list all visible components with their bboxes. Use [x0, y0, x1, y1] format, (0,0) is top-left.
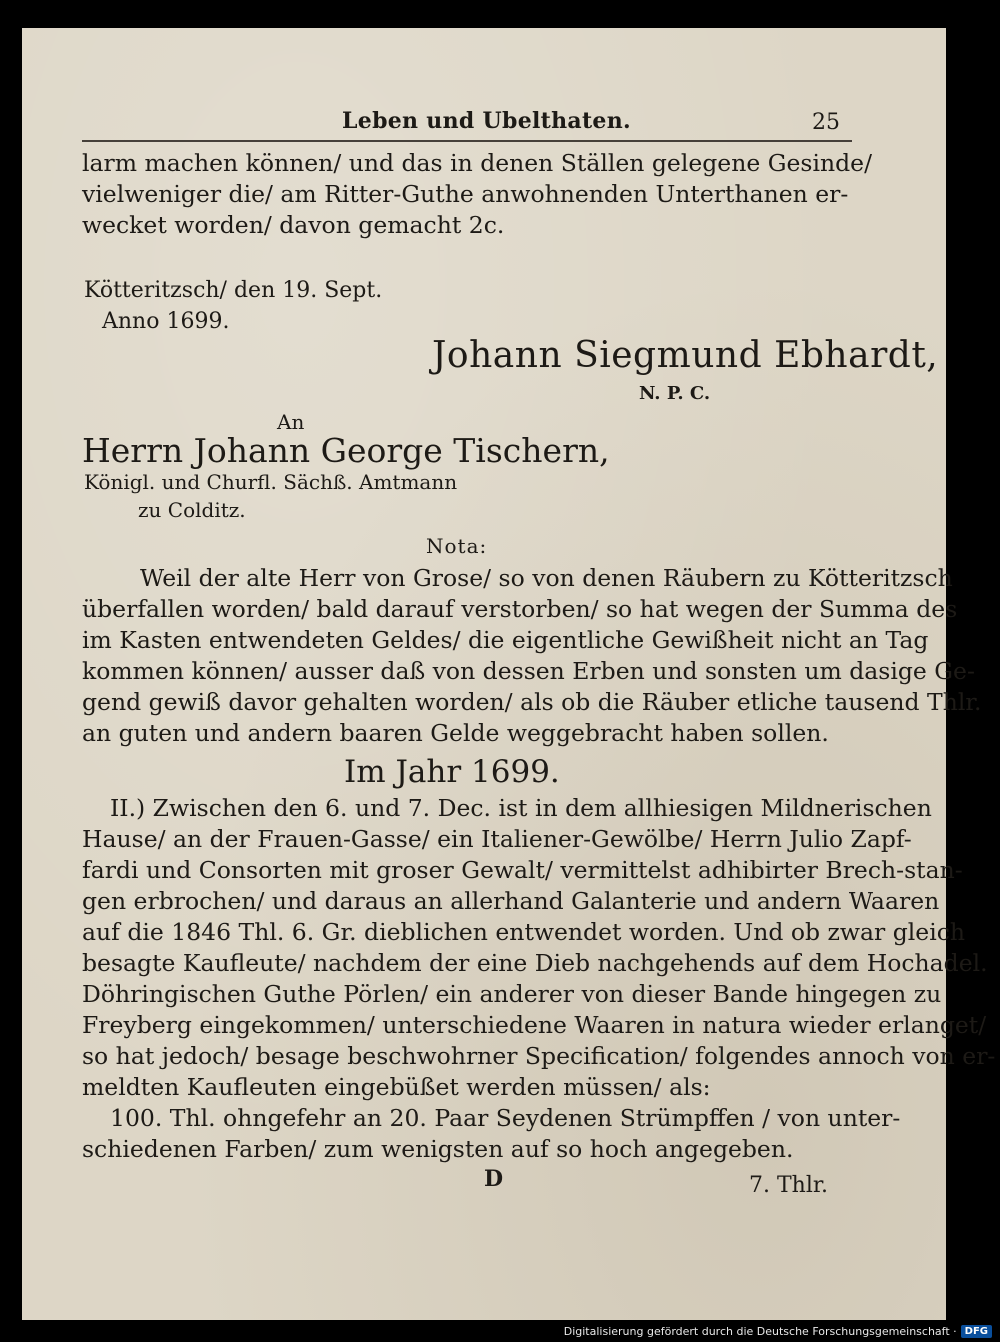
text-line: Döhringischen Guthe Pörlen/ ein anderer von dieser Bande hingegen zu: [82, 980, 942, 1008]
text-line: auf die 1846 Thl. 6. Gr. dieblichen entwendet worden. Und ob zwar gleich: [82, 918, 966, 946]
text-line: fardi und Consorten mit groser Gewalt/ vermittelst adhibirter Brech-stan-: [82, 856, 963, 884]
catchword: 7. Thlr.: [749, 1173, 828, 1198]
opening-paragraph: [82, 148, 872, 241]
text-line: 100. Thl. ohngefehr an 20. Paar Seydenen Strümpffen / von unter-: [110, 1104, 901, 1132]
text-line: so hat jedoch/ besage beschwohrner Specification/ folgendes annoch von er-: [82, 1042, 996, 1070]
nota-label: Nota:: [426, 534, 488, 558]
text-line: im Kasten entwendeten Geldes/ die eigentliche Gewißheit nicht an Tag: [82, 626, 929, 654]
dfg-logo: DFG: [961, 1325, 992, 1338]
text-line: an guten und andern baaren Gelde weggebracht haben sollen.: [82, 719, 829, 747]
text-line: wecket worden/ davon gemacht 2c.: [82, 211, 505, 239]
addressee-name: Herrn Johann George Tischern,: [82, 431, 610, 470]
addressee-place: zu Colditz.: [138, 498, 246, 522]
header-rule: [82, 140, 852, 142]
text-line: Hause/ an der Frauen-Gasse/ ein Italiener-Gewölbe/ Herrn Julio Zapf-: [82, 825, 912, 853]
address-to: An: [277, 410, 305, 434]
section-paragraph: [82, 793, 995, 1103]
scanned-page: [22, 28, 996, 1320]
text-line: II.) Zwischen den 6. und 7. Dec. ist in dem allhiesigen Mildnerischen: [110, 794, 932, 822]
place-date: Kötteritzsch/ den 19. Sept.: [84, 278, 383, 303]
page-number: 25: [812, 110, 840, 135]
text-line: Weil der alte Herr von Grose/ so von denen Räubern zu Kötteritzsch: [140, 564, 953, 592]
text-line: gen erbrochen/ und daraus an allerhand Galanterie und andern Waaren: [82, 887, 940, 915]
text-line: Freyberg eingekommen/ unterschiedene Waaren in natura wieder erlanget/: [82, 1011, 987, 1039]
text-line: meldten Kaufleuten eingebüßet werden müssen/ als:: [82, 1073, 711, 1101]
section-heading: Im Jahr 1699.: [344, 754, 560, 790]
signatory-name: Johann Siegmund Ebhardt,: [432, 335, 939, 376]
nota-paragraph: [82, 563, 981, 749]
signature-mark: D: [484, 1166, 504, 1192]
text-line: schiedenen Farben/ zum wenigsten auf so hoch angegeben.: [82, 1135, 794, 1163]
year-line: Anno 1699.: [102, 309, 230, 334]
addressee-title: Königl. und Churfl. Sächß. Amtmann: [84, 470, 458, 494]
text-line: besagte Kaufleute/ nachdem der eine Dieb nachgehends auf dem Hochadel.: [82, 949, 988, 977]
text-line: kommen können/ ausser daß von dessen Erben und sonsten um dasige Ge-: [82, 657, 975, 685]
signatory-title: N. P. C.: [639, 383, 711, 404]
text-line: vielweniger die/ am Ritter-Guthe anwohnenden Unterthanen er-: [82, 180, 849, 208]
text-line: larm machen können/ und das in denen Ställen gelegene Gesinde/: [82, 149, 872, 177]
item-paragraph: [82, 1103, 900, 1165]
text-line: überfallen worden/ bald darauf verstorben/ so hat wegen der Summa des: [82, 595, 958, 623]
digitization-credit: [564, 1325, 992, 1338]
text-line: gend gewiß davor gehalten worden/ als ob die Räuber etliche tausend Thlr.: [82, 688, 982, 716]
credit-text: Digitalisierung gefördert durch die Deutsche Forschungsgemeinschaft ·: [563, 1325, 957, 1338]
running-head: Leben und Ubelthaten.: [342, 108, 631, 134]
